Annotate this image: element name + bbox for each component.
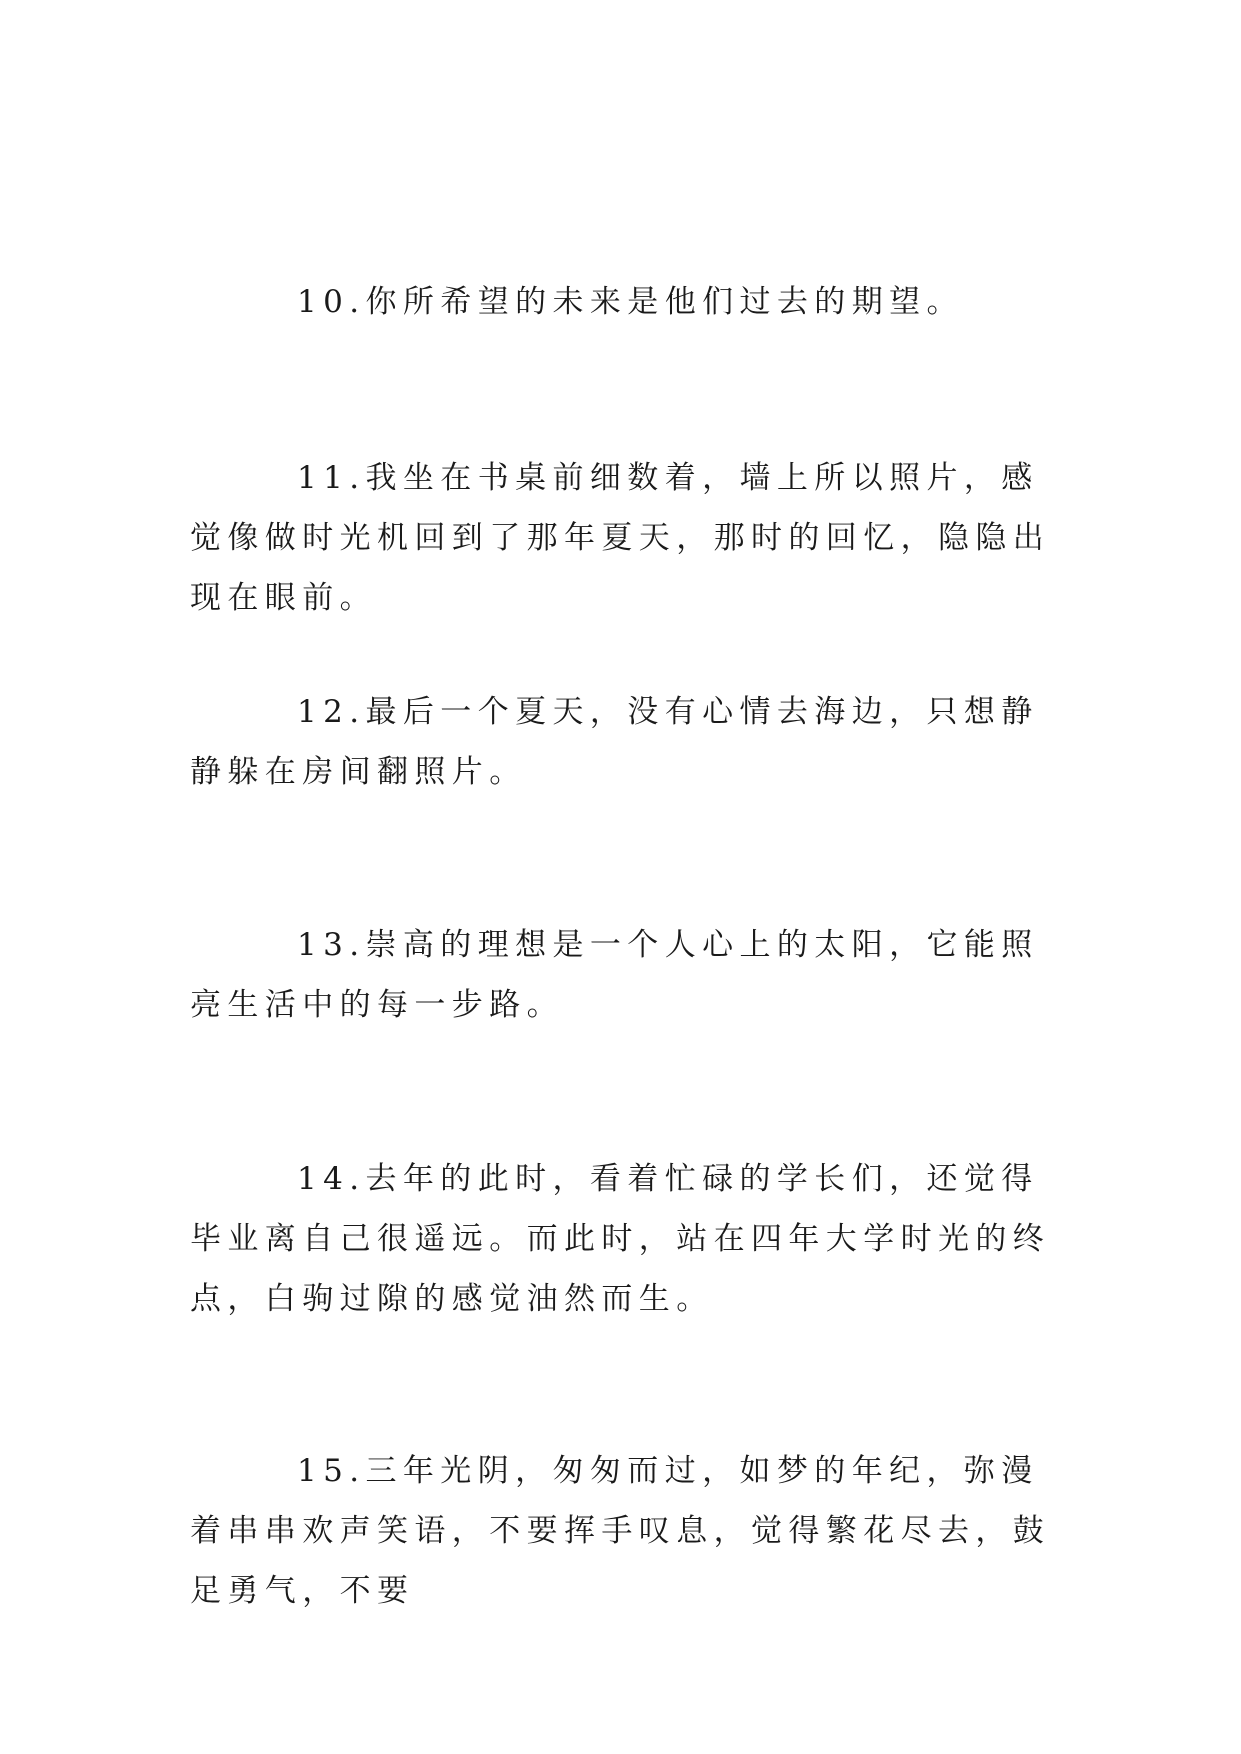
paragraph-11: 11.我坐在书桌前细数着，墙上所以照片，感觉像做时光机回到了那年夏天，那时的回忆，隐隐出现在眼前。 <box>190 460 1051 616</box>
paragraph-15: 15.三年光阴，匆匆而过，如梦的年纪，弥漫着串串欢声笑语，不要挥手叹息，觉得繁花尽去，鼓足勇气，不要 <box>190 1453 1051 1609</box>
paragraph-14: 14.去年的此时，看着忙碌的学长们，还觉得毕业离自己很遥远。而此时，站在四年大学时光的终点，白驹过隙的感觉油然而生。 <box>190 1161 1051 1317</box>
paragraph-13: 13.崇高的理想是一个人心上的太阳，它能照亮生活中的每一步路。 <box>190 927 1039 1023</box>
paragraph-10: 10.你所希望的未来是他们过去的期望。 <box>297 284 964 320</box>
paragraph-12: 12.最后一个夏天，没有心情去海边，只想静静躲在房间翻照片。 <box>190 694 1039 790</box>
